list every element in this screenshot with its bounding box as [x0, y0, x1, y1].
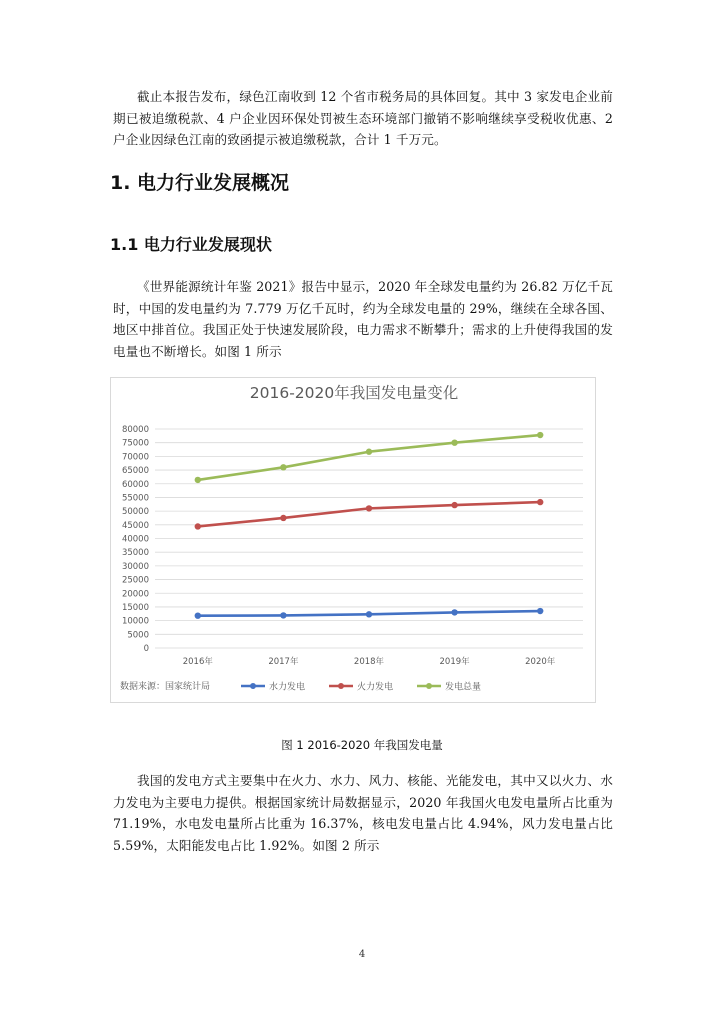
data-point [451, 502, 457, 508]
y-tick-label: 65000 [121, 466, 149, 477]
data-point [537, 432, 543, 438]
legend-label: 水力发电 [269, 682, 306, 693]
chart-canvas [111, 378, 597, 704]
x-tick-label: 2020年 [525, 657, 556, 667]
legend-label: 火力发电 [357, 682, 394, 693]
x-tick-label: 2019年 [439, 657, 470, 667]
y-tick-label: 35000 [121, 548, 149, 559]
data-point [195, 523, 201, 529]
y-tick-label: 10000 [121, 616, 149, 627]
y-tick-label: 20000 [121, 589, 149, 600]
legend-marker [338, 683, 344, 689]
y-tick-label: 80000 [121, 425, 149, 435]
data-point [195, 477, 201, 483]
x-tick-label: 2017年 [268, 657, 299, 667]
data-point [195, 612, 201, 618]
intro-paragraph: 截止本报告发布，绿色江南收到 12 个省市税务局的具体回复。其中 3 家发电企业前期已被追缴税款、4 户企业因环保处罚被生态环境部门撤销不影响继续享受税收优惠、2 户企业因绿色江南的致函提示被追缴税款，合计 1 千万元。 [113, 89, 613, 147]
x-tick-label: 2016年 [182, 657, 213, 667]
generation-mix-paragraph: 我国的发电方式主要集中在火力、水力、风力、核能、光能发电，其中又以火力、水力发电为主要电力提供。根据国家统计局数据显示，2020 年我国火电发电量所占比重为 71.19%，水电发电量所占比重为 16.37%，核电发电量占比 4.94%，风力发电量占比 5.59%，太阳能发电占比 1.92%。如图 2 所示 [113, 773, 613, 853]
generation-paragraph: 《世界能源统计年鉴 2021》报告中显示，2020 年全球发电量约为 26.82 万亿千瓦时，中国的发电量约为 7.779 万亿千瓦时，约为全球发电量的 29%，继续在全球各国、地区中排首位。我国正处于快速发展阶段，电力需求不断攀升；需求的上升使得我国的发电量也不断增长。如图 1 所示 [113, 279, 613, 359]
y-tick-label: 50000 [121, 507, 149, 518]
y-tick-label: 70000 [121, 452, 149, 463]
data-point [366, 611, 372, 617]
y-tick-label: 40000 [121, 534, 149, 545]
legend-marker [250, 683, 256, 689]
series-lines [195, 432, 544, 619]
y-tick-label: 5000 [127, 630, 149, 641]
x-axis-ticks [183, 656, 556, 667]
series-line [198, 435, 540, 480]
data-point [366, 449, 372, 455]
y-tick-label: 0 [143, 644, 149, 654]
y-tick-label: 25000 [121, 575, 149, 586]
y-tick-label: 15000 [121, 602, 149, 613]
legend-label: 发电总量 [445, 682, 482, 693]
section-heading: 1. 电力行业发展概况 [110, 172, 290, 194]
legend-marker [426, 683, 432, 689]
data-point [537, 608, 543, 614]
y-tick-label: 55000 [121, 493, 149, 504]
data-point [280, 515, 286, 521]
x-tick-label: 2018年 [353, 657, 385, 667]
page-number: 4 [358, 949, 366, 960]
chart-source-note: 数据来源：国家统计局 [120, 682, 211, 692]
chart-title: 2016-2020年我国发电量变化 [249, 384, 459, 402]
data-point [537, 499, 543, 505]
subsection-heading: 1.1 电力行业发展现状 [110, 235, 272, 254]
y-tick-label: 30000 [121, 561, 149, 572]
data-point [451, 609, 457, 615]
data-point [366, 505, 372, 511]
figure-caption: 图 1 2016-2020 年我国发电量 [281, 738, 443, 752]
chart-legend [241, 681, 481, 693]
power-generation-chart [110, 377, 596, 703]
data-point [280, 464, 286, 470]
y-tick-label: 45000 [121, 520, 149, 531]
y-tick-label: 75000 [121, 438, 149, 449]
y-axis-ticks [122, 425, 149, 654]
data-point [451, 439, 457, 445]
data-point [280, 612, 286, 618]
y-tick-label: 60000 [121, 479, 149, 490]
